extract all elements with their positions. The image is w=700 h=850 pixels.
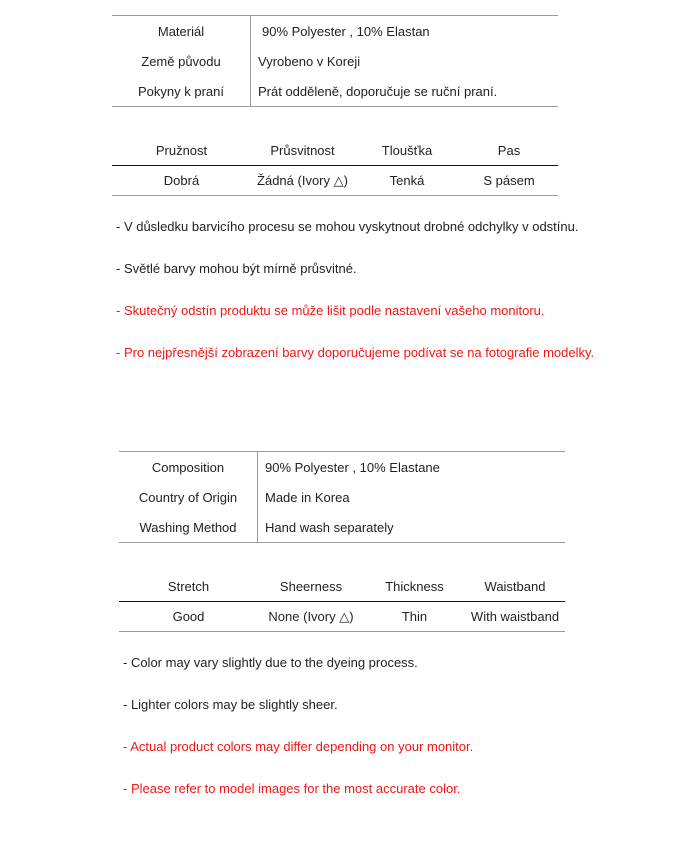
- english-info-table: [119, 451, 565, 543]
- note-refer-model-images: - Pro nejpřesnější zobrazení barvy doporučujeme podívat se na fotografie modelky.: [116, 345, 595, 360]
- info-value: 90% Polyester , 10% Elastan: [262, 23, 430, 39]
- spec-header: Stretch: [167, 579, 210, 594]
- spec-header: Tloušťka: [381, 143, 433, 158]
- english-spec-table: [119, 572, 565, 632]
- info-value: 90% Polyester , 10% Elastane: [265, 459, 440, 475]
- table-row: [112, 76, 558, 107]
- info-label: Země původu: [112, 46, 251, 76]
- spec-value: None (Ivory △): [268, 608, 354, 624]
- table-row: [119, 452, 565, 483]
- info-label: Composition: [119, 452, 258, 483]
- note-monitor-difference: - Actual product colors may differ depending on your monitor.: [123, 739, 474, 754]
- spec-header-row: [119, 572, 565, 602]
- spec-header: Waistband: [484, 579, 546, 594]
- note-light-colors-sheer: - Světlé barvy mohou být mírně průsvitné.: [116, 261, 357, 276]
- czech-spec-table: [112, 136, 558, 196]
- info-label: Washing Method: [119, 512, 258, 543]
- spec-value-row: [119, 602, 565, 632]
- spec-header: Pružnost: [155, 143, 208, 158]
- spec-header: Průsvitnost: [270, 143, 335, 158]
- spec-header: Thickness: [385, 579, 444, 594]
- table-row: [119, 482, 565, 512]
- info-value: Made in Korea: [265, 489, 350, 505]
- spec-value: Dobrá: [163, 173, 200, 188]
- spec-value-row: [112, 166, 558, 196]
- note-monitor-difference: - Skutečný odstín produktu se může lišit podle nastavení vašeho monitoru.: [116, 303, 545, 318]
- info-value: Vyrobeno v Koreji: [258, 53, 361, 69]
- table-row: [112, 46, 558, 76]
- spec-value: Žádná (Ivory △): [257, 172, 348, 188]
- spec-value: Thin: [401, 609, 428, 624]
- table-row: [112, 16, 558, 47]
- note-light-colors-sheer: - Lighter colors may be slightly sheer.: [123, 697, 338, 712]
- spec-value: Tenká: [389, 173, 425, 188]
- spec-value: With waistband: [470, 609, 560, 624]
- info-label: Country of Origin: [119, 482, 258, 512]
- spec-header: Pas: [497, 143, 521, 158]
- info-label: Pokyny k praní: [112, 76, 251, 107]
- note-refer-model-images: - Please refer to model images for the most accurate color.: [123, 781, 461, 796]
- info-value: Hand wash separately: [265, 519, 394, 535]
- table-row: [119, 512, 565, 543]
- english-spec-table-wrap: [119, 572, 565, 632]
- note-dye-variation: - Color may vary slightly due to the dyeing process.: [123, 655, 418, 670]
- spec-header: Sheerness: [279, 579, 343, 594]
- english-info-table-wrap: [119, 451, 565, 543]
- czech-info-table-wrap: [112, 15, 558, 107]
- czech-spec-table-wrap: [112, 136, 558, 196]
- spec-value: Good: [172, 609, 205, 624]
- spec-value: S pásem: [483, 173, 535, 188]
- info-label: Materiál: [112, 16, 251, 47]
- note-dye-variation: - V důsledku barvicího procesu se mohou vyskytnout drobné odchylky v odstínu.: [116, 219, 579, 234]
- info-value: Prát odděleně, doporučuje se ruční praní.: [258, 83, 498, 99]
- czech-info-table: [112, 15, 558, 107]
- spec-header-row: [112, 136, 558, 166]
